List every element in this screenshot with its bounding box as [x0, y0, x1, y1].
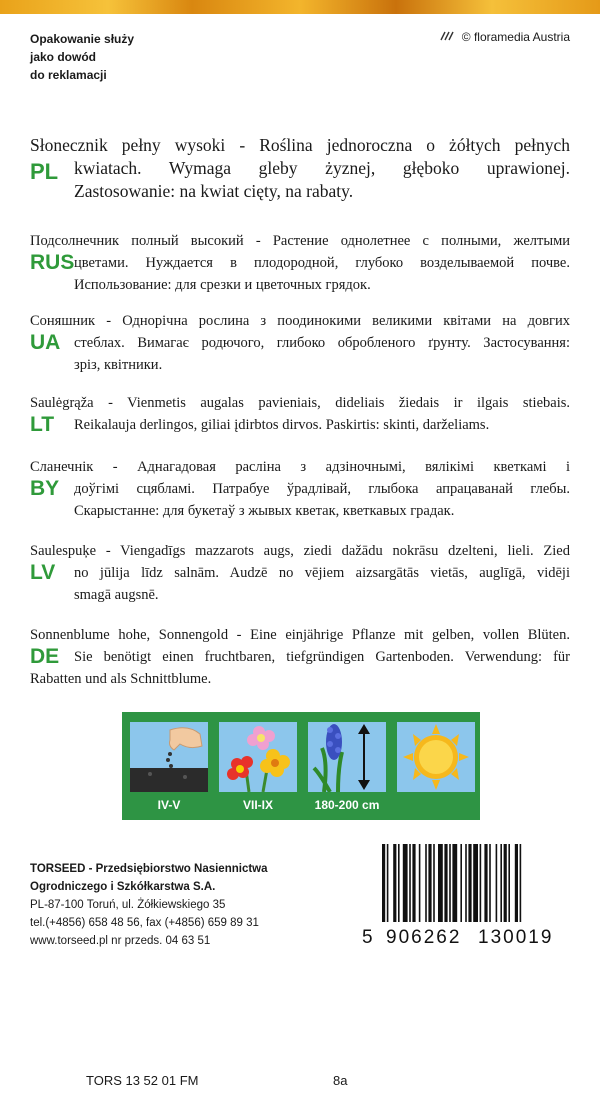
plant-height: 180-200 cm: [314, 798, 380, 812]
description-lv: LV Saulespuķe - Viengadīgs mazzarots augs, ziedi dažādu nokrāsu dzelteni, lieli. Zied no jūlija līdz salnām. Audzē no vējiem aizsargātās vietās, auglīgā, vidēji smagā augsnē.: [30, 543, 570, 603]
lang-code-rus: RUS: [30, 251, 75, 274]
description-by: BY Сланечнік - Аднагадовая расліна з адзіночнымі, вялікімі кветкамі і доўгімі сцябламі. Патрабуе ўрадлівай, глыбока апрацаванай глебы. Скарыстанне: для букетаў з жывых кветак, кветкавых градак.: [30, 459, 570, 519]
lang-code-by: BY: [30, 477, 60, 500]
ean-barcode: [360, 840, 570, 950]
flowers-icon: [219, 722, 297, 792]
sowing-months: IV-V: [157, 798, 181, 812]
flowering-months: VII-IX: [242, 798, 273, 812]
floramedia-logo-icon: [440, 30, 458, 44]
sowing-icon: [130, 722, 208, 792]
lang-code-lv: LV: [30, 561, 56, 584]
plant-height-icon: [308, 722, 386, 792]
sun-icon: [397, 722, 475, 792]
brand-credit: © floramedia Austria: [440, 30, 570, 44]
sunflower-photo-strip: [0, 0, 600, 14]
lang-code-de: DE: [30, 645, 60, 668]
barcode-digit-first: 5: [362, 927, 375, 948]
cultivation-icons: [122, 712, 480, 820]
description-pl: PL Słonecznik pełny wysoki - Roślina jednoroczna o żółtych pełnych kwiatach. Wymaga gleby żyznej, głęboko uprawionej. Zastosowanie: na kwiat cięty, na rabaty.: [30, 135, 570, 201]
description-de: DE Sonnenblume hohe, Sonnengold - Eine einjährige Pflanze mit gelben, vollen Blüten. Sie benötigt einen fruchtbaren, tiefgründigen Gartenboden. Verwendung: für Rabatten und als Schnittblume.: [30, 627, 570, 687]
description-rus: RUS Подсолнечник полный высокий - Растение однолетнее с полными, желтыми цветами. Нуждается в плодородной, глубоко возделываемой почве. Использование: для срезки и цветочных грядок.: [30, 233, 570, 293]
product-code: TORS 13 52 01 FM: [86, 1073, 199, 1088]
company-info: TORSEED - Przedsiębiorstwo Nasiennictwa Ogrodniczego i Szkółkarstwa S.A. PL-87-100 Toruń, ul. Żółkiewskiego 35 tel.(+4856) 658 48 56, fax (+4856) 659 89 31 www.torseed.pl nr przeds. 04 63 51: [30, 863, 268, 947]
lang-code-lt: LT: [30, 413, 55, 436]
description-ua: UA Соняшник - Однорічна рослина з поодинокими великими квітами на довгих стеблах. Вимагає родючого, глибоко обробленого ґрунту. Застосування: зріз, квітники.: [30, 313, 570, 373]
barcode-digits-right: 130019: [478, 927, 554, 948]
barcode-digits-left: 906262: [386, 927, 462, 948]
complaint-notice: Opakowanie służy jako dowód do reklamacji: [30, 32, 135, 82]
lang-code-ua: UA: [30, 331, 61, 354]
page-number: 8a: [333, 1073, 348, 1088]
lang-code-pl: PL: [30, 159, 59, 184]
description-lt: LT Saulėgrąža - Vienmetis augalas pavieniais, dideliais žiedais ir ilgais stiebais. Reikalauja derlingos, giliai įdirbtos dirvos. Paskirtis: skinti, darželiams.: [30, 395, 570, 436]
